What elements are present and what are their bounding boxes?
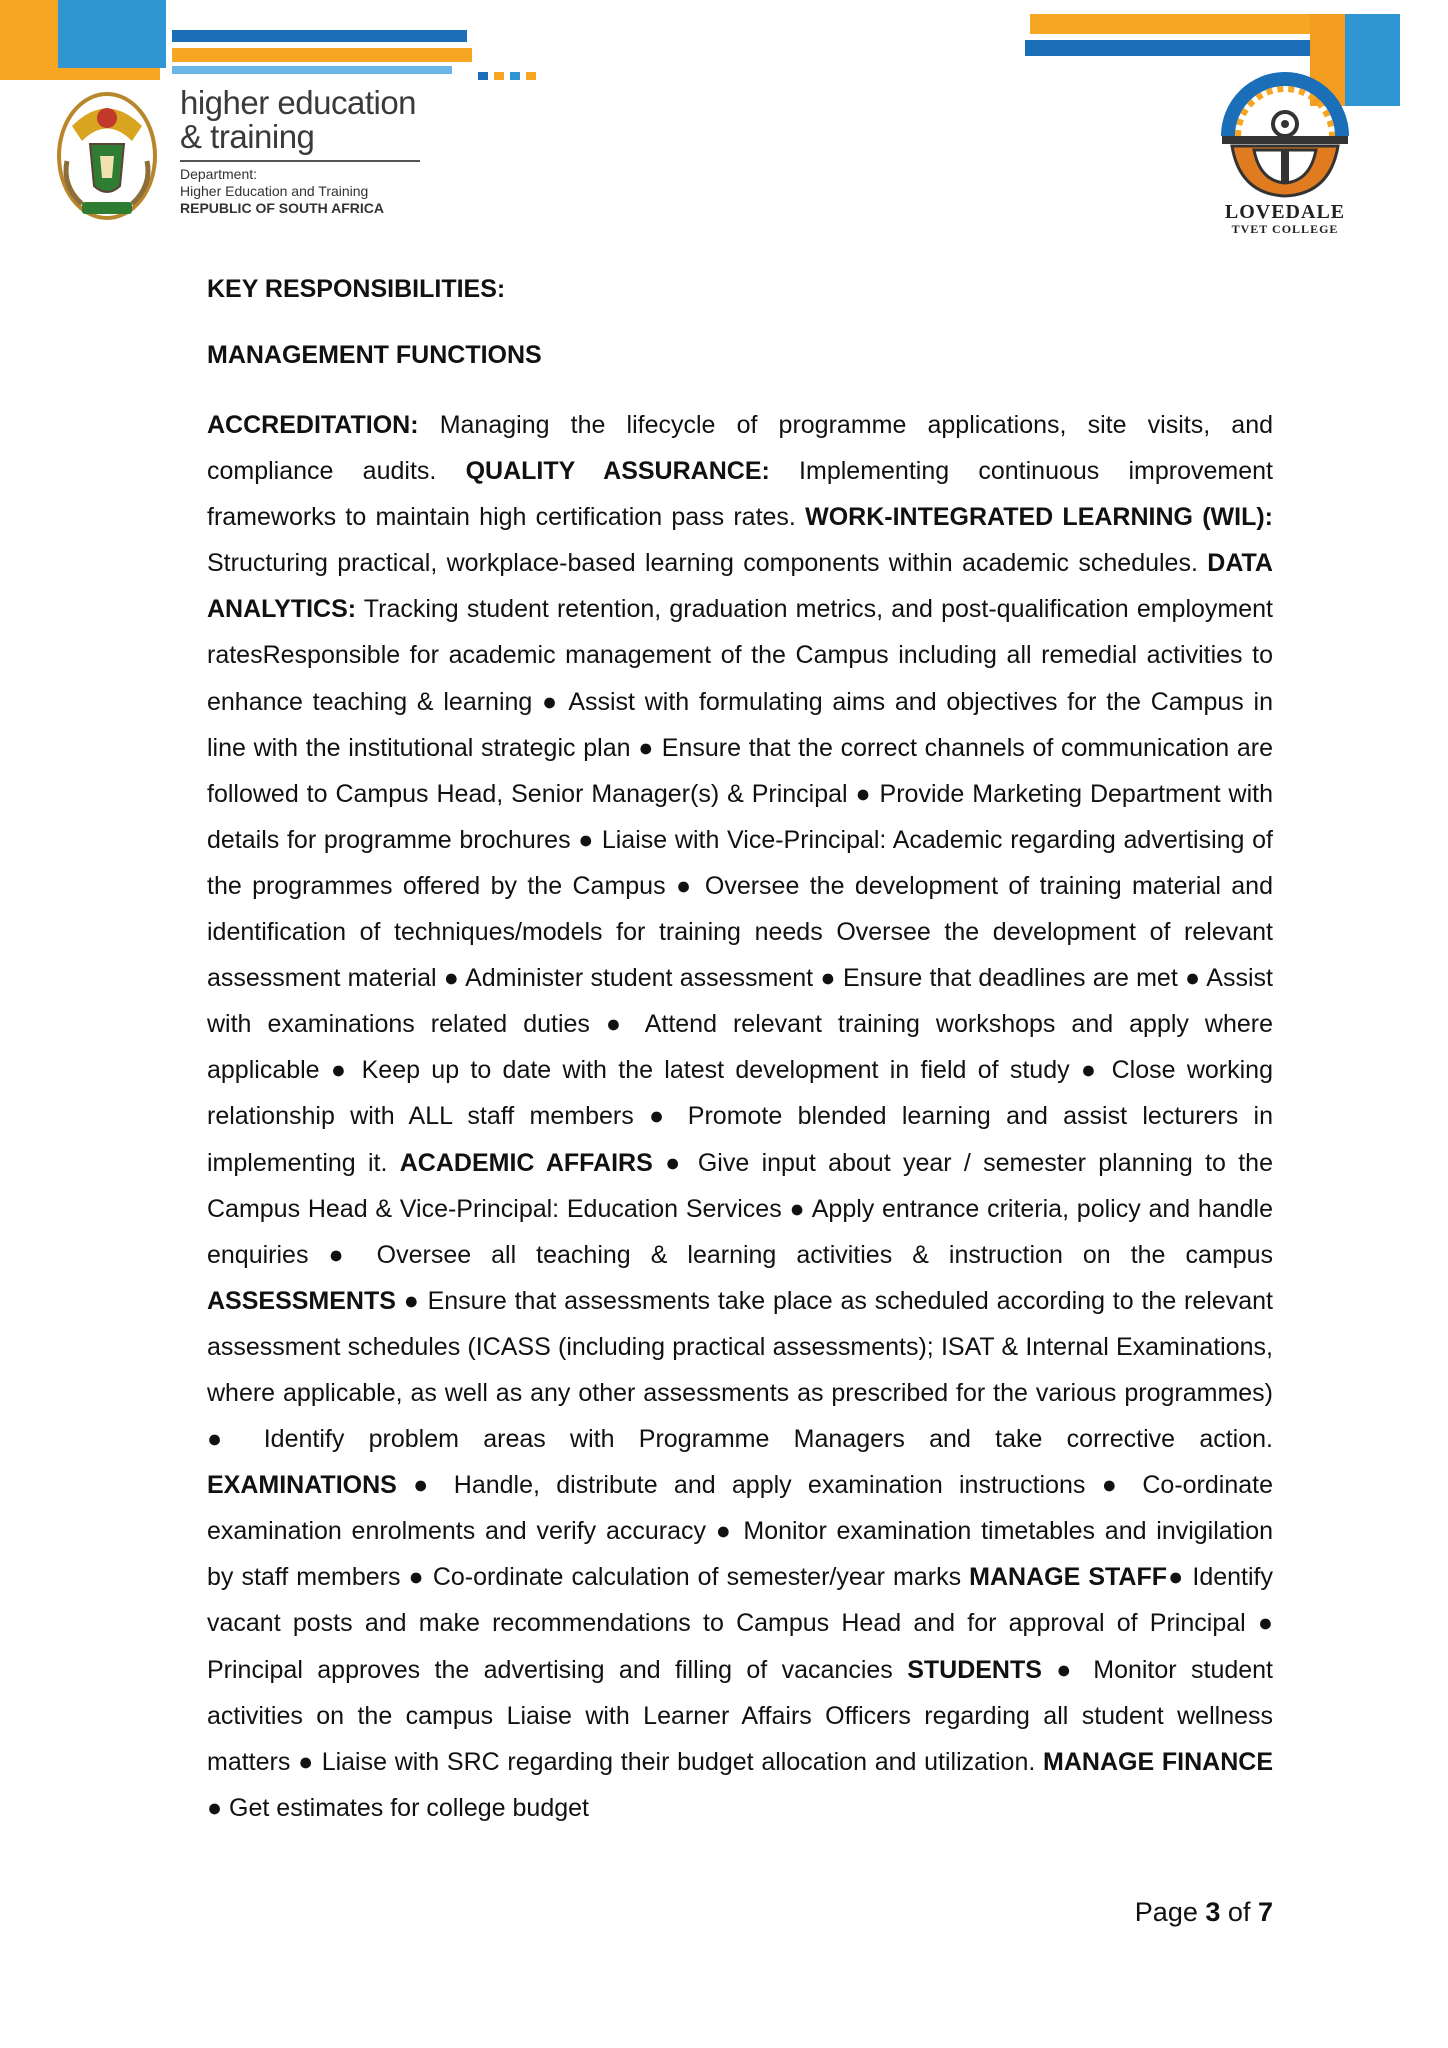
heading-key-responsibilities: KEY RESPONSIBILITIES: <box>207 275 506 303</box>
body-text-segment: ● Ensure that assessments take place as scheduled according to the relevant assessment schedules (ICASS (including practical assessments); ISAT & Internal Examinations, where applicable, as well as any other assessments as prescribed for the various programmes) ● Identify problem areas with Programme Managers and take corrective action. <box>207 1286 1273 1454</box>
lovedale-name: LOVEDALE <box>1224 201 1346 223</box>
section-label: ACADEMIC AFFAIRS <box>399 1148 653 1177</box>
lovedale-subtitle: TVET COLLEGE <box>1231 222 1339 236</box>
body-text-segment: ● Identify vacant posts and make recommendations to Campus Head and for approval of Principal ● Principal approves the advertising and filling of vacancies <box>207 1563 1273 1684</box>
heading-management-functions: MANAGEMENT FUNCTIONS <box>207 341 542 369</box>
section-label: DATA ANALYTICS: <box>207 549 1273 624</box>
of-word: of <box>1227 1897 1251 1927</box>
body-text-segment: Implementing continuous improvement frameworks to maintain high certification pass rates. <box>207 457 1273 532</box>
dhet-name <box>180 86 416 154</box>
header-stripe-blue-thin <box>172 30 467 42</box>
lovedale-logo <box>1210 66 1360 246</box>
section-label: STUDENTS <box>907 1655 1042 1684</box>
header-stripe-blue <box>58 0 166 68</box>
dhet-subtitle <box>180 166 384 217</box>
dhet-divider <box>180 160 420 162</box>
document-body <box>207 274 1273 1831</box>
page-total: 7 <box>1257 1897 1273 1927</box>
header-stripe-lightblue-thin <box>172 66 452 74</box>
section-label: QUALITY ASSURANCE: <box>465 457 770 486</box>
page-word: Page <box>1134 1897 1198 1927</box>
body-text-segment: ● Handle, distribute and apply examination instructions ● Co-ordinate examination enrolments and verify accuracy ● Monitor examination timetables and invigilation by staff members ● Co-ordinate calculation of semester/year marks <box>207 1471 1273 1592</box>
body-text-segment: Structuring practical, workplace-based learning components within academic schedules. <box>207 549 1208 578</box>
page-number <box>1135 1896 1273 1928</box>
dhet-sub-line2: Higher Education and Training <box>180 183 369 199</box>
dhet-sub-line3: REPUBLIC OF SOUTH AFRICA <box>180 200 385 216</box>
body-text-segment: ● Give input about year / semester planning to the Campus Head & Vice-Principal: Education Services ● Apply entrance criteria, policy and handle enquiries ● Oversee all teaching & learning activities & instruction on the campus <box>207 1148 1273 1269</box>
responsibilities-paragraph <box>207 402 1273 1831</box>
dhet-logo <box>52 86 432 236</box>
page-current: 3 <box>1205 1897 1221 1927</box>
dhet-sub-line1: Department: <box>180 166 258 182</box>
section-label: WORK-INTEGRATED LEARNING (WIL): <box>805 503 1273 532</box>
section-label: MANAGE STAFF <box>969 1563 1168 1592</box>
body-text-segment: ● Get estimates for college budget <box>207 1793 589 1822</box>
body-text-segment: ● Monitor student activities on the campus Liaise with Learner Affairs Officers regarding all student wellness matters ● Liaise with SRC regarding their budget allocation and utilization. <box>207 1655 1273 1776</box>
body-text-segment: Managing the lifecycle of programme applications, site visits, and compliance audits. <box>207 411 1273 486</box>
lovedale-emblem-icon <box>1210 66 1360 201</box>
section-label: ASSESSMENTS <box>207 1286 396 1315</box>
dhet-title-line1: higher education <box>180 84 417 121</box>
section-label: ACCREDITATION: <box>207 411 419 439</box>
section-label: EXAMINATIONS <box>207 1471 397 1500</box>
coat-of-arms-icon <box>52 86 162 226</box>
body-text-segment: Tracking student retention, graduation metrics, and post-qualification employment ratesResponsible for academic management of the Campus including all remedial activities to enhance teaching & learning ● Assist with formulating aims and objectives for the Campus in line with the institutional strategic plan ● Ensure that the correct channels of communication are followed to Campus Head, Senior Manager(s) & Principal ● Provide Marketing Department with details for programme brochures ● Liaise with Vice-Principal: Academic regarding advertising of the programmes offered by the Campus ● Oversee the development of training material and identification of techniques/models for training needs Oversee the development of relevant assessment material ● Administer student assessment ● Ensure that deadlines are met ● Assist with examinations related duties ● Attend relevant training workshops and apply where applicable ● Keep up to date with the latest development in field of study ● Close working relationship with ALL staff members ● Promote blended learning and assist lecturers in implementing it. <box>207 595 1273 1177</box>
section-label: MANAGE FINANCE <box>1043 1747 1273 1776</box>
header-stripe-orange-thin <box>172 48 472 62</box>
dhet-title-line2: & training <box>180 118 315 155</box>
